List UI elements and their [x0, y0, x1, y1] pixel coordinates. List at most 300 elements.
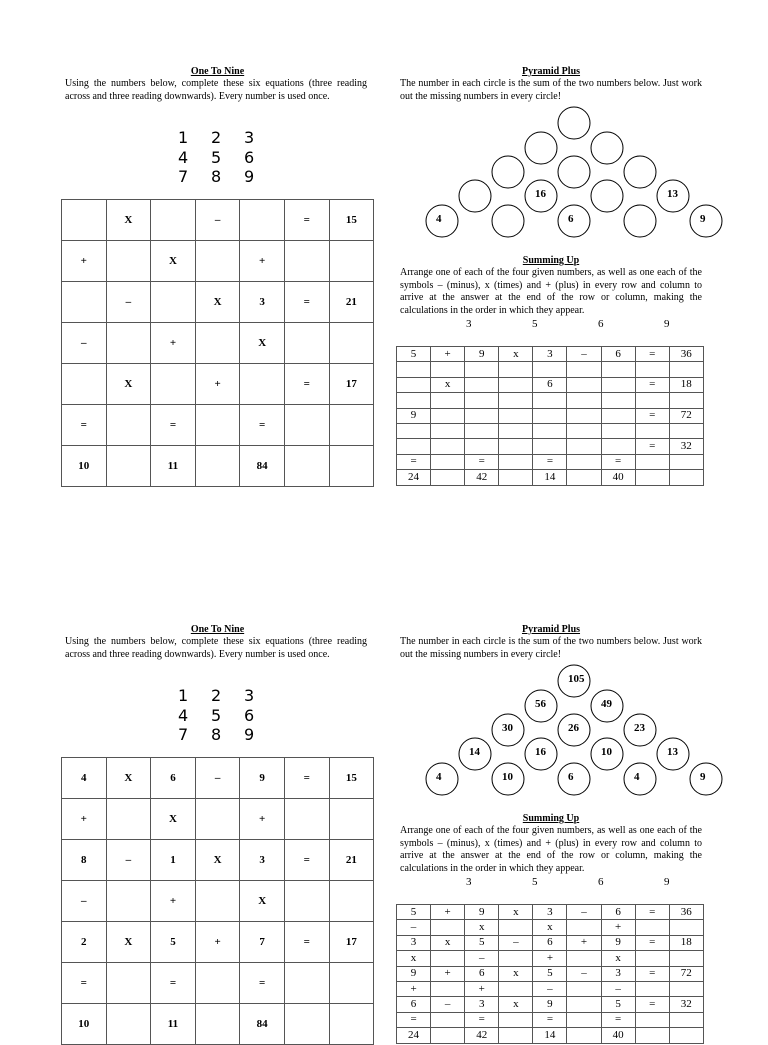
pyramid-circle [558, 714, 590, 746]
grid-cell [151, 282, 196, 323]
grid-cell: 6 [601, 347, 635, 362]
grid-cell: 18 [669, 935, 703, 950]
grid-cell: 40 [601, 1028, 635, 1043]
one-to-nine-grid [61, 199, 374, 487]
grid-cell: 42 [465, 470, 499, 485]
given-number: 4 [178, 147, 189, 167]
grid-cell [601, 362, 635, 377]
grid-cell: – [567, 347, 601, 362]
grid-cell [499, 362, 533, 377]
grid-cell: + [465, 981, 499, 996]
pyramid-value: 30 [502, 722, 513, 734]
grid-cell: X [195, 840, 240, 881]
summing-up-grid [396, 904, 704, 1044]
grid-cell: = [397, 1012, 431, 1027]
grid-row [62, 963, 374, 1004]
grid-cell [284, 963, 329, 1004]
grid-cell: 6 [601, 905, 635, 920]
grid-row [62, 405, 374, 446]
grid-cell [397, 439, 431, 454]
grid-cell [431, 951, 465, 966]
grid-cell: = [284, 922, 329, 963]
grid-cell [567, 1028, 601, 1043]
given-number: 7 [178, 725, 189, 744]
grid-cell: = [284, 200, 329, 241]
grid-cell: 11 [151, 1004, 196, 1045]
grid-cell: 9 [397, 966, 431, 981]
one-to-nine-instructions: Using the numbers below, complete these six equations (three reading across and three reading downwards). Every number is used once. [65, 78, 367, 102]
grid-cell [567, 439, 601, 454]
grid-cell [567, 423, 601, 438]
grid-cell [499, 1012, 533, 1027]
pyramid-value: 13 [667, 746, 678, 758]
grid-cell: 24 [397, 1028, 431, 1043]
pyramid-circle [492, 714, 524, 746]
given-number: 6 [244, 147, 255, 167]
grid-cell [499, 1028, 533, 1043]
grid-cell: X [240, 881, 285, 922]
grid-cell [431, 454, 465, 469]
grid-cell [329, 446, 374, 487]
pyramid-circle [426, 205, 458, 237]
grid-cell: 3 [601, 966, 635, 981]
grid-cell: 11 [151, 446, 196, 487]
summing-up-number: 3 [466, 318, 472, 330]
grid-cell: X [106, 758, 151, 799]
grid-cell [533, 393, 567, 408]
grid-cell: 17 [329, 922, 374, 963]
grid-cell: x [533, 920, 567, 935]
grid-cell: + [240, 799, 285, 840]
grid-cell [329, 1004, 374, 1045]
grid-cell: 6 [397, 997, 431, 1012]
grid-row [397, 1028, 704, 1043]
given-number: 2 [211, 686, 222, 705]
grid-row [397, 377, 704, 392]
grid-cell [106, 1004, 151, 1045]
grid-cell: = [151, 405, 196, 446]
grid-cell: = [601, 1012, 635, 1027]
grid-cell [635, 1012, 669, 1027]
grid-cell: x [499, 347, 533, 362]
grid-cell [601, 377, 635, 392]
grid-cell: = [635, 905, 669, 920]
one-to-nine-title: One To Nine [190, 624, 245, 635]
pyramid-value: 10 [601, 746, 612, 758]
grid-cell [195, 1004, 240, 1045]
summing-up-number: 9 [664, 318, 670, 330]
pyramid-circle [492, 156, 524, 188]
grid-cell: 9 [465, 347, 499, 362]
summing-up-number: 5 [532, 318, 538, 330]
grid-cell: 6 [151, 758, 196, 799]
grid-cell: 6 [533, 935, 567, 950]
grid-row [397, 423, 704, 438]
grid-cell [499, 981, 533, 996]
grid-cell [106, 963, 151, 1004]
grid-row [62, 799, 374, 840]
pyramid-circle [426, 763, 458, 795]
given-number: 3 [244, 686, 255, 705]
grid-cell [284, 405, 329, 446]
grid-cell [669, 470, 703, 485]
grid-cell: 5 [397, 347, 431, 362]
one-to-nine-grid [61, 757, 374, 1045]
grid-cell [499, 470, 533, 485]
pyramid-circle [624, 205, 656, 237]
pyramid-value: 9 [700, 213, 706, 225]
summing-up-instructions: Arrange one of each of the four given numbers, as well as one each of the symbols – (minus), x (times) and + (plus) in every row and column to arrive at the answer at the end of the row or column, making the calculations in the order in which they appear. [400, 825, 702, 874]
grid-cell [567, 393, 601, 408]
pyramid-circle [591, 180, 623, 212]
grid-cell [465, 393, 499, 408]
summing-up-number: 6 [598, 318, 604, 330]
grid-cell: 10 [62, 1004, 107, 1045]
grid-cell [431, 920, 465, 935]
grid-cell: = [284, 364, 329, 405]
grid-cell [499, 439, 533, 454]
grid-cell: 72 [669, 966, 703, 981]
grid-row [62, 364, 374, 405]
grid-cell [329, 405, 374, 446]
grid-row [397, 951, 704, 966]
grid-cell [106, 323, 151, 364]
grid-cell: + [431, 347, 465, 362]
given-number: 1 [178, 686, 189, 705]
pyramid-plus-title: Pyramid Plus [521, 66, 581, 77]
grid-row [62, 282, 374, 323]
grid-cell: + [533, 951, 567, 966]
grid-cell [397, 393, 431, 408]
grid-cell: – [62, 323, 107, 364]
grid-cell: 5 [533, 966, 567, 981]
grid-row [62, 881, 374, 922]
pyramid-circle [558, 205, 590, 237]
grid-cell: = [284, 282, 329, 323]
grid-cell [669, 920, 703, 935]
grid-cell [195, 323, 240, 364]
grid-cell: 3 [397, 935, 431, 950]
grid-cell: 5 [151, 922, 196, 963]
given-number: 5 [211, 705, 222, 725]
grid-cell: – [567, 966, 601, 981]
grid-cell [669, 981, 703, 996]
given-number: 1 [178, 128, 189, 147]
grid-cell: 2 [62, 922, 107, 963]
grid-cell [106, 446, 151, 487]
grid-cell: = [533, 1012, 567, 1027]
grid-cell [499, 408, 533, 423]
pyramid-value: 16 [535, 746, 546, 758]
grid-cell: = [397, 454, 431, 469]
grid-cell [284, 881, 329, 922]
grid-cell: x [601, 951, 635, 966]
grid-cell [431, 981, 465, 996]
grid-row [62, 840, 374, 881]
pyramid-circle [657, 180, 689, 212]
grid-cell [601, 393, 635, 408]
grid-cell: x [431, 935, 465, 950]
grid-cell: 3 [465, 997, 499, 1012]
grid-cell [106, 405, 151, 446]
grid-cell: 14 [533, 1028, 567, 1043]
given-number: 5 [211, 147, 222, 167]
grid-cell: 15 [329, 200, 374, 241]
grid-cell [567, 920, 601, 935]
grid-row [62, 241, 374, 282]
given-number: 9 [244, 725, 255, 744]
grid-cell [329, 963, 374, 1004]
grid-cell: = [635, 966, 669, 981]
grid-cell [284, 1004, 329, 1045]
grid-cell: 3 [240, 282, 285, 323]
given-number: 6 [244, 705, 255, 725]
summing-up-title: Summing Up [522, 813, 580, 824]
grid-cell [431, 423, 465, 438]
grid-cell: – [533, 981, 567, 996]
pyramid-circle [690, 205, 722, 237]
pyramid-circle [558, 665, 590, 697]
grid-cell: – [195, 200, 240, 241]
grid-cell: X [151, 241, 196, 282]
grid-cell: X [240, 323, 285, 364]
grid-cell [669, 423, 703, 438]
grid-cell: – [567, 905, 601, 920]
grid-row [397, 470, 704, 485]
grid-cell: 3 [240, 840, 285, 881]
pyramid-circle [525, 738, 557, 770]
grid-cell [669, 362, 703, 377]
pyramid-circle [624, 714, 656, 746]
grid-cell: = [240, 963, 285, 1004]
grid-row [397, 439, 704, 454]
grid-cell [431, 470, 465, 485]
given-number: 4 [178, 705, 189, 725]
grid-cell: 7 [240, 922, 285, 963]
grid-cell: – [601, 981, 635, 996]
grid-row [397, 905, 704, 920]
pyramid-value: 26 [568, 722, 579, 734]
grid-cell: + [240, 241, 285, 282]
grid-cell: – [465, 951, 499, 966]
grid-cell: – [397, 920, 431, 935]
pyramid-value: 13 [667, 188, 678, 200]
grid-cell [567, 454, 601, 469]
summing-up-number: 9 [664, 876, 670, 888]
grid-cell: X [195, 282, 240, 323]
grid-cell [431, 408, 465, 423]
grid-cell: + [151, 323, 196, 364]
grid-cell [284, 799, 329, 840]
grid-row [397, 997, 704, 1012]
grid-cell [284, 241, 329, 282]
grid-cell: 40 [601, 470, 635, 485]
grid-cell [62, 282, 107, 323]
grid-cell: 32 [669, 439, 703, 454]
grid-cell [106, 241, 151, 282]
given-number: 8 [211, 167, 222, 186]
given-number: 9 [244, 167, 255, 186]
summing-up-number: 3 [466, 876, 472, 888]
grid-cell [431, 362, 465, 377]
grid-cell: = [240, 405, 285, 446]
grid-cell [195, 881, 240, 922]
grid-cell [567, 408, 601, 423]
grid-cell [465, 423, 499, 438]
grid-row [62, 1004, 374, 1045]
grid-cell [465, 377, 499, 392]
grid-cell [601, 439, 635, 454]
grid-cell: = [465, 1012, 499, 1027]
grid-cell: + [601, 920, 635, 935]
pyramid-circle [525, 132, 557, 164]
grid-cell: = [151, 963, 196, 1004]
pyramid-circle [591, 738, 623, 770]
grid-cell: 3 [533, 905, 567, 920]
pyramid-circle [492, 763, 524, 795]
grid-cell [635, 470, 669, 485]
grid-cell [240, 364, 285, 405]
pyramid-circle [690, 763, 722, 795]
grid-cell: x [499, 905, 533, 920]
grid-cell: 6 [533, 377, 567, 392]
pyramid-circle [558, 156, 590, 188]
grid-cell [669, 951, 703, 966]
grid-cell: – [106, 840, 151, 881]
grid-cell: X [151, 799, 196, 840]
grid-cell: = [601, 454, 635, 469]
grid-cell: 24 [397, 470, 431, 485]
grid-cell [329, 799, 374, 840]
grid-cell: 5 [465, 935, 499, 950]
grid-cell: 18 [669, 377, 703, 392]
grid-cell [329, 323, 374, 364]
summing-up-grid [396, 346, 704, 486]
summing-up-instructions: Arrange one of each of the four given numbers, as well as one each of the symbols – (minus), x (times) and + (plus) in every row and column to arrive at the answer at the end of the row or column, making the calculations in the order in which they appear. [400, 267, 702, 316]
grid-cell: 5 [601, 997, 635, 1012]
pyramid-circle [657, 738, 689, 770]
grid-cell [635, 920, 669, 935]
grid-row [62, 323, 374, 364]
grid-cell: = [284, 840, 329, 881]
grid-cell [669, 393, 703, 408]
grid-cell [567, 377, 601, 392]
grid-cell: 32 [669, 997, 703, 1012]
pyramid-value: 105 [568, 673, 585, 685]
grid-cell: 9 [601, 935, 635, 950]
grid-cell: + [397, 981, 431, 996]
grid-cell: x [431, 377, 465, 392]
pyramid-value: 6 [568, 213, 574, 225]
grid-cell [533, 408, 567, 423]
grid-cell [669, 454, 703, 469]
grid-cell: X [106, 364, 151, 405]
grid-cell [62, 364, 107, 405]
grid-row [397, 393, 704, 408]
grid-cell [635, 393, 669, 408]
pyramid-value: 4 [436, 213, 442, 225]
one-to-nine-instructions: Using the numbers below, complete these six equations (three reading across and three reading downwards). Every number is used once. [65, 636, 367, 660]
grid-row [397, 966, 704, 981]
pyramid-circle [525, 690, 557, 722]
grid-cell: 42 [465, 1028, 499, 1043]
grid-cell: = [62, 405, 107, 446]
grid-cell [635, 1028, 669, 1043]
pyramid-plus-instructions: The number in each circle is the sum of the two numbers below. Just work out the missing numbers in every circle! [400, 636, 702, 660]
grid-cell [195, 446, 240, 487]
summing-up-number: 6 [598, 876, 604, 888]
grid-cell [284, 446, 329, 487]
grid-cell [533, 423, 567, 438]
grid-cell: = [284, 758, 329, 799]
grid-cell [499, 951, 533, 966]
grid-cell [431, 393, 465, 408]
grid-cell: 9 [533, 997, 567, 1012]
grid-cell [601, 423, 635, 438]
grid-cell [669, 1012, 703, 1027]
grid-cell: + [151, 881, 196, 922]
pyramid-diagram [0, 100, 768, 240]
grid-cell [195, 963, 240, 1004]
grid-row [62, 922, 374, 963]
grid-cell: + [62, 241, 107, 282]
grid-cell [635, 423, 669, 438]
grid-cell [397, 362, 431, 377]
grid-cell [431, 439, 465, 454]
given-number: 2 [211, 128, 222, 147]
grid-cell [465, 439, 499, 454]
grid-cell: = [635, 408, 669, 423]
pyramid-circle [591, 132, 623, 164]
grid-cell: x [397, 951, 431, 966]
grid-cell [533, 439, 567, 454]
pyramid-diagram [0, 658, 768, 798]
grid-cell [567, 1012, 601, 1027]
grid-row [397, 362, 704, 377]
grid-cell: X [106, 200, 151, 241]
grid-cell [499, 377, 533, 392]
grid-cell [397, 377, 431, 392]
grid-cell [431, 1028, 465, 1043]
grid-cell [567, 470, 601, 485]
pyramid-circle [624, 763, 656, 795]
given-number: 3 [244, 128, 255, 147]
grid-cell [397, 423, 431, 438]
pyramid-value: 16 [535, 188, 546, 200]
grid-row [397, 347, 704, 362]
pyramid-circle [591, 690, 623, 722]
grid-cell [635, 362, 669, 377]
grid-cell: 6 [465, 966, 499, 981]
pyramid-circle [558, 107, 590, 139]
grid-cell: x [465, 920, 499, 935]
grid-cell [465, 362, 499, 377]
grid-cell: X [106, 922, 151, 963]
grid-cell: 8 [62, 840, 107, 881]
grid-row [62, 446, 374, 487]
grid-cell: – [195, 758, 240, 799]
grid-cell [431, 1012, 465, 1027]
grid-cell: = [635, 997, 669, 1012]
grid-cell [635, 454, 669, 469]
grid-cell [499, 920, 533, 935]
grid-cell [567, 981, 601, 996]
pyramid-circle [525, 180, 557, 212]
grid-cell: x [499, 997, 533, 1012]
pyramid-value: 56 [535, 698, 546, 710]
pyramid-value: 4 [436, 771, 442, 783]
one-to-nine-title: One To Nine [190, 66, 245, 77]
